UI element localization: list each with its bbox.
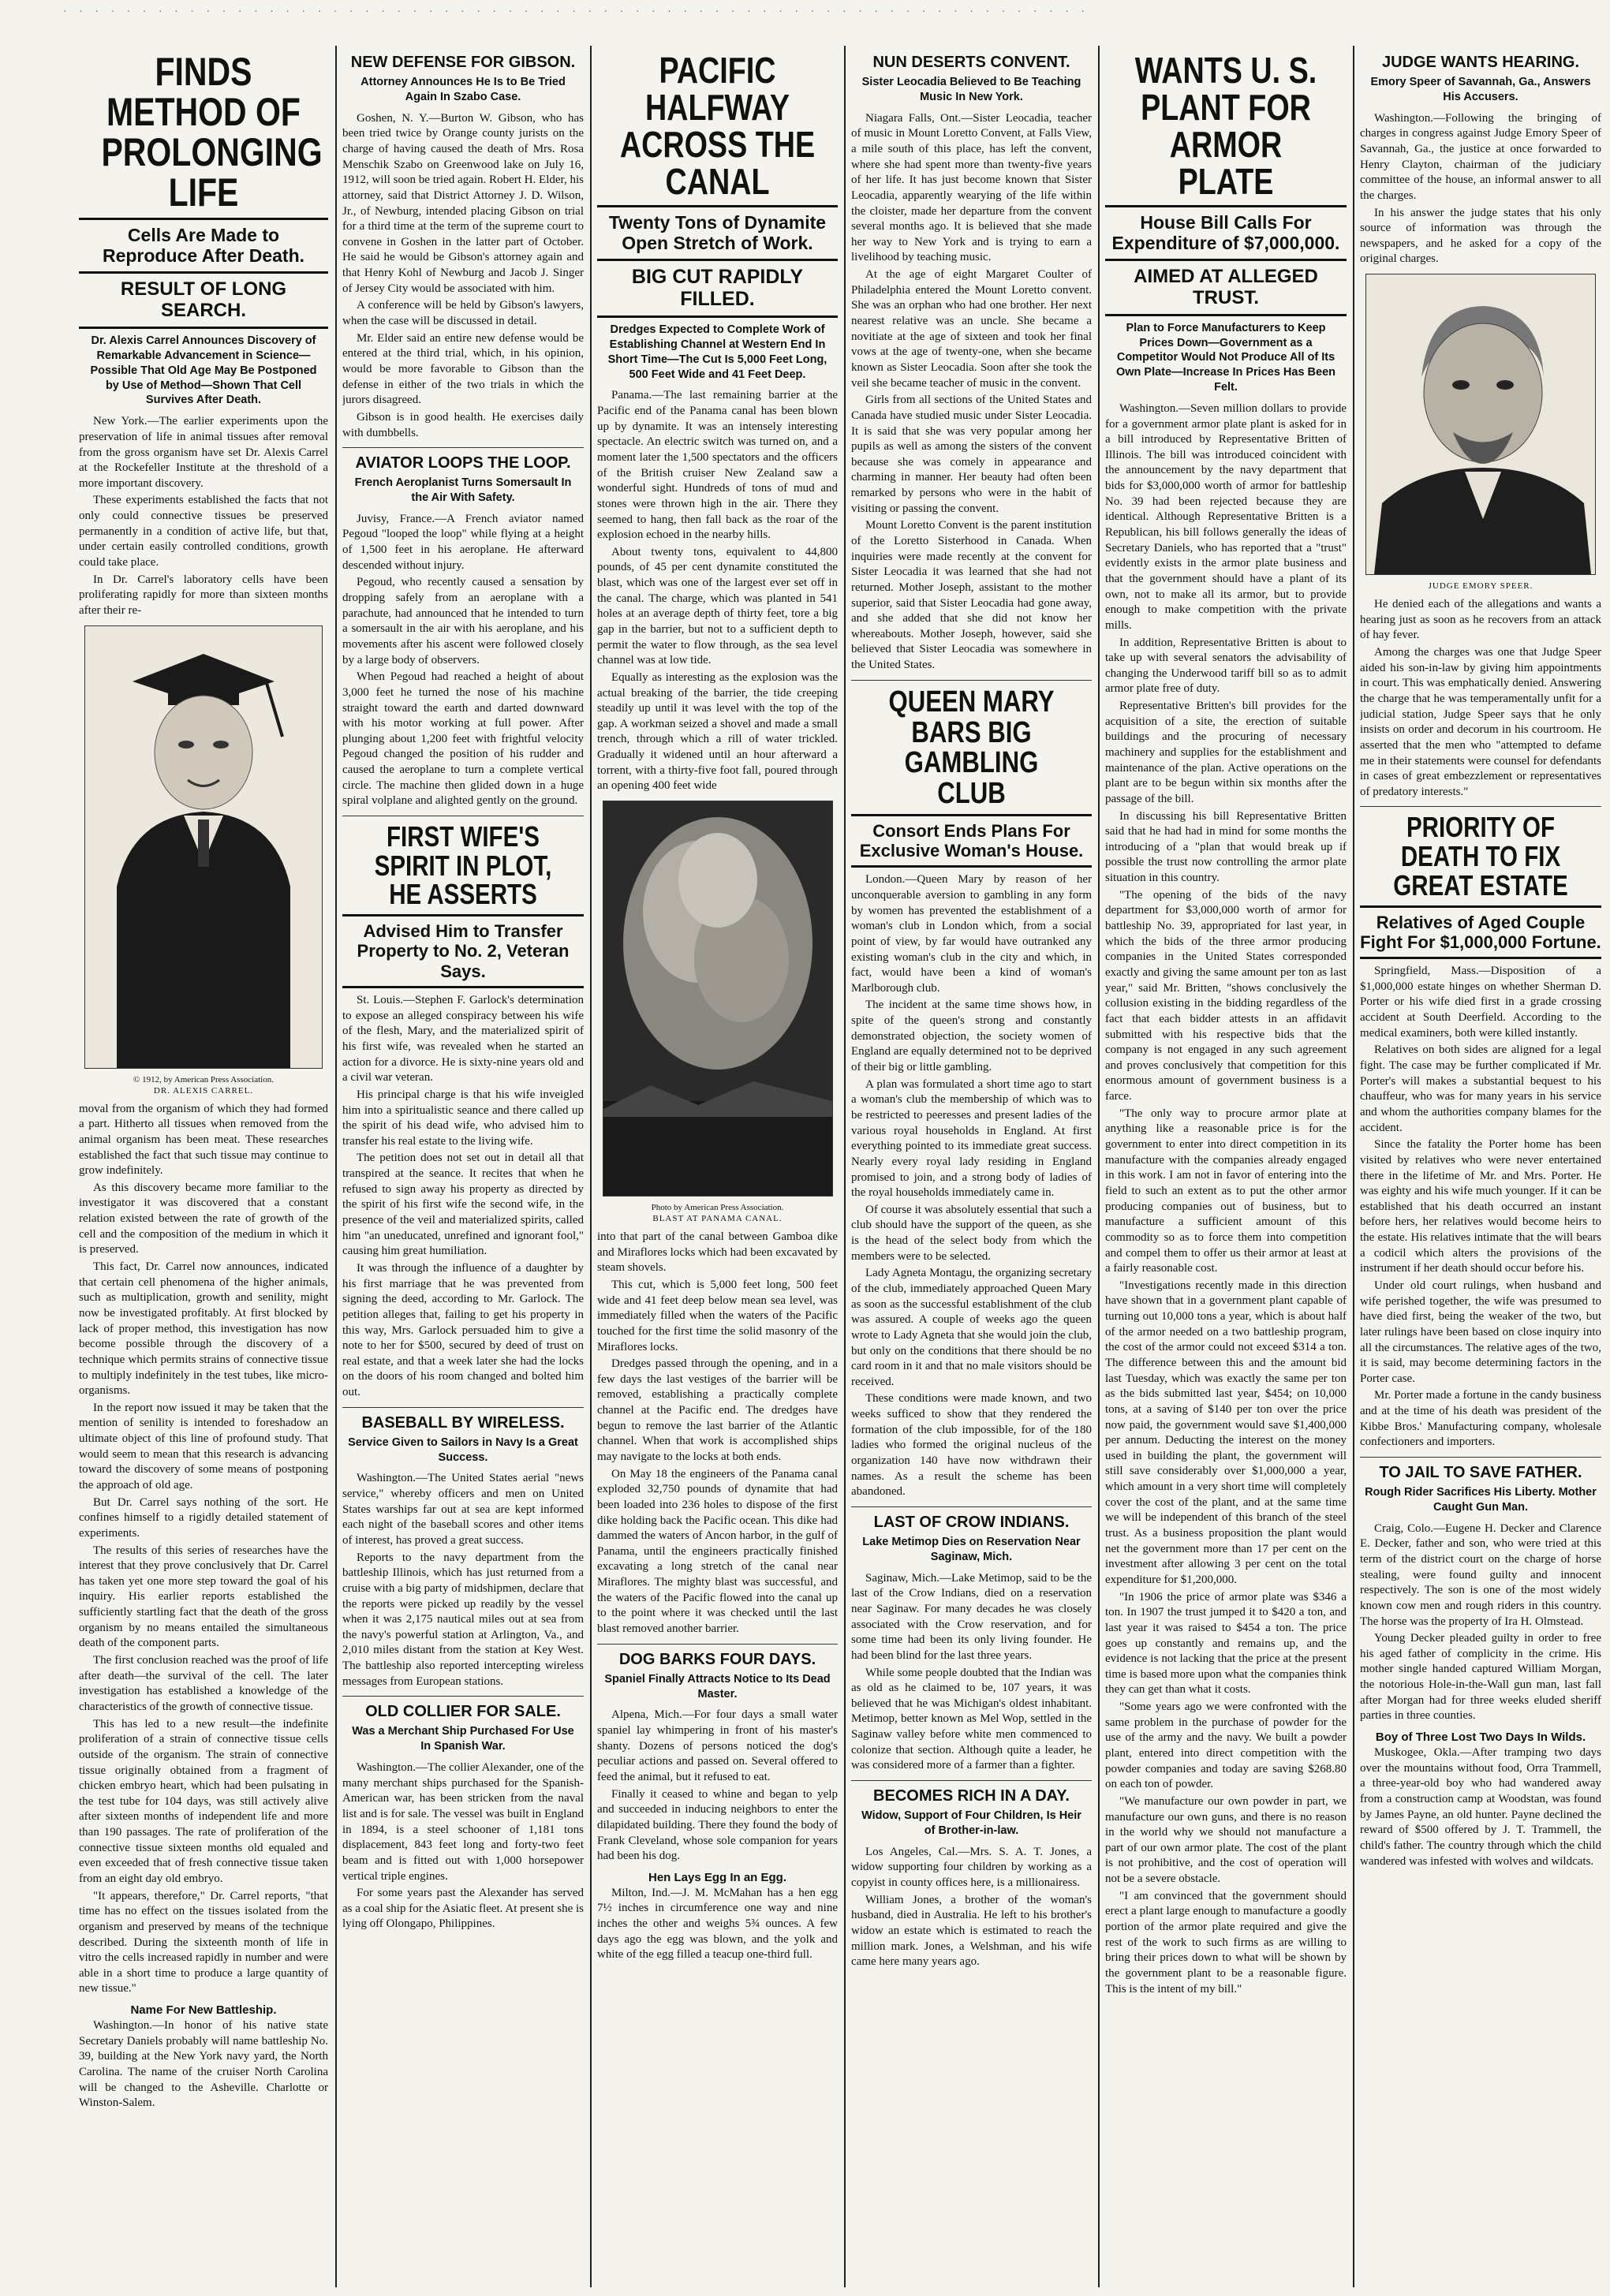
paragraph: Panama.—The last remaining barrier at the Pacific end of the Panama canal has been blown up by dynamite. It was an intensely interesting spectacle. An electric switch was turned on, and a moment later the 1,500 spectators and the officers of the British cruiser New Zealand saw a wonderful sight. Hundreds of tons of mud and stones were thrown high in the air. There they seemed to hang, then fall back as the roar of the explosion echoed in the nearby hills. (597, 389, 838, 542)
deck-dog: Spaniel Finally Attracts Notice to Its Dead Master. (604, 1672, 831, 1701)
masthead-strip: · · · · · · · · · · · · · · · · · · · · · · · · · · · · · · · · · · · · · · · · · · · · · · · · · · · · · · · · · · · · · · · · · (63, 6, 1090, 18)
column-rule (1098, 46, 1100, 2287)
photo-caption: BLAST AT PANAMA CANAL. (652, 1214, 783, 1224)
divider (342, 1407, 584, 1408)
headline-crow: LAST OF CROW INDIANS. (873, 1513, 1070, 1531)
divider (1360, 806, 1601, 807)
paragraph: When Pegoud had reached a height of about 3,000 feet he turned the nose of his machine straight toward the earth and darted downward with his motor working at full power. After plunging about 1,200 feet with frightful velocity Pegoud changed the position of his rudder and caused the aeroplane to turn a complete vertical circle. The machine then glided down in a huge spiral volplane and alighted gently on the ground. (342, 670, 584, 808)
deck-crow: Lake Metimop Dies on Reservation Near Saginaw, Mich. (862, 1535, 1081, 1563)
divider (1105, 314, 1347, 316)
subhead-canal-2: BIG CUT RAPIDLY FILLED. (631, 265, 804, 311)
paragraph: For some years past the Alexander has served as a coal ship for the Asiatic fleet. At present she is lying off Olongapo, Philippines. (342, 1887, 584, 1931)
paragraph: Gibson is in good health. He exercises daily with dumbbells. (342, 410, 584, 439)
paragraph: Washington.—Following the bringing of charges in congress against Judge Emory Speer of Savannah, Ga., the justice at once forwarded to Henry Clayton, chairman of the judiciary committee of the house, an informal answer to all the charges. (1360, 111, 1601, 202)
paragraph: Niagara Falls, Ont.—Sister Leocadia, teacher of music in Mount Loretto Convent, at Falls View, a mile south of this place, has left the convent, where she had spent more than twenty-five years of her life. It has just become known that Sister Leocadia, apparently wearying of the life within the cloister, made her departure from the convent several months ago. It is believed that she made her way to New York and is trying to earn a livelihood by teaching music. (851, 111, 1092, 264)
photo-caption: JUDGE EMORY SPEER. (1428, 581, 1533, 592)
paragraph: "I am convinced that the government should erect a plant large enough to manufacture a goodly portion of the armor plate required and give the rest of the work to such firms as are willing to bring their prices down to what will be shown by the government plant to be a reasonable figure. This is the intent of my bill." (1105, 1889, 1347, 1995)
paragraph: into that part of the canal between Gamboa dike and Miraflores locks which had been excavated by steam shovels. (597, 1230, 838, 1275)
paragraph: moval from the organism of which they had formed a part. Hitherto all tissues when removed from the animal organism has been meat. These researches established the fact that such tissue may continue to grow indefinitely. (79, 1102, 328, 1178)
headline-aviator: AVIATOR LOOPS THE LOOP. (355, 454, 571, 472)
paragraph: New York.—The earlier experiments upon the preservation of life in animal tissues after removal from the gross organism have set Dr. Alexis Carrel at the Rockefeller Institute at the threshold of a more important discovery. (79, 415, 328, 490)
headline-jail: TO JAIL TO SAVE FATHER. (1379, 1464, 1582, 1482)
paragraph: William Jones, a brother of the woman's husband, died in Australia. He left to his brother's widow an estate which is estimated to reach the million mark. Jones, a Welshman, and his wife came here many years ago. (851, 1893, 1092, 1969)
paragraph: The first conclusion reached was the proof of life after death—the survival of the cell. The later investigation has established a knowledge of the characteristics of the growth of connective tissue. (79, 1654, 328, 1713)
headline-baseball: BASEBALL BY WIRELESS. (361, 1413, 565, 1432)
column-rule (1353, 46, 1354, 2287)
paragraph: Reports to the navy department from the battleship Illinois, which has just returned from a cruise with a big party of midshipmen, declare that the reports were picked up readily by the vessel when it was 2,175 nautical miles out at sea from the navy's powerful station at Arlington, Va., and 2,010 miles distant from the station at Key West. The battleship also reported intercepting wireless messages from European stations. (342, 1551, 584, 1688)
photo-credit: Photo by American Press Association. (651, 1203, 784, 1213)
headline-nun: NUN DESERTS CONVENT. (872, 54, 1070, 71)
paragraph: Finally it ceased to whine and began to yelp and succeeded in inducing neighbors to enter the dilapidated building. There they found the body of Frank Cleveland, whose sole companion for years had been his dog. (597, 1787, 838, 1863)
paragraph: Under old court rulings, when husband and wife perished together, the wife was presumed to have died first, being the weaker of the two, but later rulings have been based on close inquiry into all the circumstances. The relative ages of the two, it is said, may become determining factors in the Porter case. (1360, 1279, 1601, 1385)
paragraph: These experiments established the facts that not only could connective tissues be preserved permanently in a condition of active life, but that, under certain easily controlled conditions, growth could take place. (79, 494, 328, 569)
deck-armor: Plan to Force Manufacturers to Keep Prices Down—Government as a Competitor Would Not Produce All of Its Own Plate—Increase In Prices Has Been Felt. (1115, 321, 1336, 394)
paragraph: Among the charges was one that Judge Speer aided his son-in-law by giving him appointments in court. This was emphatically denied. Answering the charge that he was temperamentally unfit for a judicial station, Judge Speer says that he only insists on order and decorum in his courtroom. He asserted that the men who "attempted to defame me in their statements were counsel for defendants in cases of great embezzlement or representatives of predatory interests." (1360, 646, 1601, 798)
subhead-canal-1: Twenty Tons of Dynamite Open Stretch of Work. (608, 211, 827, 254)
paragraph: The incident at the same time shows how, in spite of the queen's strong and constantly demonstrated objection, the society women of England are equally determined not to be deprived of their big or little gambling. (851, 999, 1092, 1074)
column-2 (342, 47, 584, 2287)
headline-estate: PRIORITY OF DEATH TO FIX GREAT ESTATE (1393, 811, 1568, 902)
deck-baseball: Service Given to Sailors in Navy Is a Great Success. (348, 1435, 578, 1464)
headline-spirit: FIRST WIFE'S SPIRIT IN PLOT, HE ASSERTS (374, 820, 552, 911)
divider (79, 218, 328, 220)
paragraph: Dredges passed through the opening, and in a few days the last vestiges of the barrier will be removed, establishing a practically complete channel at the Pacific end. The dredges have begun to remove the last barrier of the Atlantic channel. When that work is accomplished ships may navigate to the locks at both ends. (597, 1357, 838, 1463)
divider (597, 315, 838, 318)
paragraph: A conference will be held by Gibson's lawyers, when the case will be discussed in detail. (342, 299, 584, 328)
paragraph: Equally as interesting as the explosion was the actual breaking of the barrier, the tide creeping steadily up until it was level with the top of the gap. A workman seized a shovel and made a small trench, through which a rill of water trickled. Gradually it widened until an hour afterward a torrent, with a thirty-five foot fall, poured through an opening 400 feet wide (597, 670, 838, 793)
divider (851, 865, 1092, 868)
column-6 (1360, 47, 1601, 2287)
divider (1360, 905, 1601, 908)
headline-collier: OLD COLLIER FOR SALE. (365, 1703, 561, 1721)
subhead-estate: Relatives of Aged Couple Fight For $1,000,000 Fortune. (1360, 912, 1601, 952)
deck-jail: Rough Rider Sacrifices His Liberty. Mother Caught Gun Man. (1365, 1486, 1597, 1514)
photo-credit: © 1912, by American Press Association. (133, 1074, 274, 1085)
paragraph: The petition does not set out in detail all that transpired at the seance. It recites that when he refused to sign away his property as directed by the spirit of his first wife the second wife, in the presence of the veil and materialized spirits, called him "an uneducated, unrefined and ignorant fool," causing him great humiliation. (342, 1152, 584, 1258)
paragraph: Pegoud, who recently caused a sensation by dropping safely from an aeroplane with a parachute, had announced that he intended to turn a somersault in the air with his aeroplane, and his movements after his ascent were followed closely by a large body of observers. (342, 576, 584, 666)
paragraph: A plan was formulated a short time ago to start a woman's club the membership of which was to be restricted to peeresses and present ladies of the various royal households in England. At first everything pointed to its immediate great success. Nearly every royal lady residing in England promised to join, and a strong body of ladies of the royal households immediately came in. (851, 1077, 1092, 1200)
paragraph: Springfield, Mass.—Disposition of a $1,000,000 estate hinges on whether Sherman D. Porter or his wife died first in a grade crossing accident at South Deerfield. According to the medical examiners, both were killed instantly. (1360, 965, 1601, 1040)
paragraph: Saginaw, Mich.—Lake Metimop, said to be the last of the Crow Indians, died on a reservation near Saginaw. For many decades he was closely associated with the Crow reservation, and for some time had been its only living founder. He had been blind for the last three years. (851, 1571, 1092, 1662)
paragraph: As this discovery became more familiar to the investigator it was discovered that a constant relation existed between the rate of growth of the cell and the composition of the medium in which it is preserved. (79, 1181, 328, 1256)
portrait-photo-carrel (84, 625, 323, 1069)
deck-gibson: Attorney Announces He Is to Be Tried Again In Szabo Case. (360, 76, 566, 103)
subhead-boy-lost: Boy of Three Lost Two Days In Wilds. (1375, 1730, 1586, 1745)
divider (851, 1780, 1092, 1781)
divider (79, 271, 328, 274)
divider (342, 914, 584, 917)
column-3 (597, 47, 838, 2287)
paragraph: "The opening of the bids of the navy department for $3,000,000 worth of armor for battleship No. 39, appropriated for last year, in which the bids of the three armor producing companies in the United States corresponded exactly and giving the same amount per ton as last year," said Mr. Britten, "shows conclusively the collusion existing in the bidding regardless of the fact that each bidder attests in an affidavit submitted with his respective bids that the company is not engaged in any such agreement and proves conclusively that competition for this enormous amount of government business is a farce. (1105, 888, 1347, 1103)
speer-illustration (1366, 274, 1595, 574)
paragraph: In his answer the judge states that his only source of information was through the newspapers, and he asked for a copy of the original charges. (1360, 206, 1601, 266)
paragraph: Alpena, Mich.—For four days a small water spaniel lay whimpering in front of his master's shanty. Dozens of persons noticed the dog's peculiar actions and passed on. Several offered to feed the animal, but it refused to eat. (597, 1708, 838, 1783)
paragraph: This has led to a new result—the indefinite proliferation of a strain of connective tissue cells outside of the organism. The strain of connective tissue originally obtained from a fragment of chicken embryo heart, which had been pulsating in the test tube for 104 days, was still actively alive after sixteen months of independent life and more than 190 passages. The rate of proliferation of the connective tissue sixteen months old equaled and even exceeded that of fresh connective tissue taken from an eight day old embryo. (79, 1717, 328, 1885)
paragraph: Mr. Porter made a fortune in the candy business and at the time of his death was president of the Kibbe Bros.' Manufacturing company, wholesale confectioners and importers. (1360, 1389, 1601, 1449)
subhead-spirit: Advised Him to Transfer Property to No. 2, Veteran Says. (357, 921, 570, 981)
column-1 (79, 47, 328, 2287)
canal-blast-photo (603, 801, 833, 1197)
divider (1360, 957, 1601, 959)
paragraph: At the age of eight Margaret Coulter of Philadelphia entered the Mount Loretto convent. She was an orphan who had one brother. Her next nearest relative was an uncle. She became a novitiate at the age of sixteen and took her final vows at the age of twenty-one, when she became known as Sister Leocadia. Soon after she took the veil she became teacher of music in the convent. (851, 268, 1092, 390)
column-4 (851, 47, 1092, 2287)
paragraph: These conditions were made known, and two weeks sufficed to show that they rendered the formation of the club impossible, for of the 180 ladies who formed the original nucleus of the organization 140 have now withdrawn their names. As a result the scheme has been abandoned. (851, 1392, 1092, 1499)
paragraph: Representative Britten's bill provides for the acquisition of a site, the erection of suitable buildings and the procuring of necessary machinery and supplies for the establishment and maintenance of the plan. Active operations on the plant are to be begun within six months after the passage of the bill. (1105, 700, 1347, 805)
headline-canal: PACIFIC HALFWAY ACROSS THE CANAL (619, 50, 816, 202)
paragraph: This fact, Dr. Carrel now announces, indicated that certain cell phenomena of the higher animals, such as multiplication, growth and senility, might now be investigated profitably. At first blocked by lack of proper method, this investigation has now become possible through the discovery of a technique which permits strains of connective tissue to multiply indefinitely in the test tubes, like micro-organisms. (79, 1260, 328, 1398)
headline-gibson: NEW DEFENSE FOR GIBSON. (350, 54, 576, 71)
divider (597, 259, 838, 261)
divider (1105, 259, 1347, 261)
paragraph: In the report now issued it may be taken that the mention of senility is intended to foreshadow an ultimate object of this line of profound study. That would seem to mean that this research is advancing toward the discovery of some means of postponing the approach of old age. (79, 1401, 328, 1491)
headline-queen: QUEEN MARY BARS BIG GAMBLING CLUB (888, 685, 1055, 810)
paragraph: London.—Queen Mary by reason of her unconquerable aversion to gambling in any form by women has prevented the establishment of a woman's club in London which, from a social point of view, by far would have outranked any existing woman's club in the city and which, in fact, would have been a kind of woman's Marlborough club. (851, 873, 1092, 995)
divider (1105, 205, 1347, 207)
paragraph: Lady Agneta Montagu, the organizing secretary of the club, immediately approached Queen Mary as soon as the successful establishment of the club was assured. A couple of weeks ago the queen wrote to Lady Agneta that she would join the club, but only on the conditions that there should be no card room in it and that no male visitors should be received. (851, 1267, 1092, 1388)
deck-aviator: French Aeroplanist Turns Somersault In the Air With Safety. (354, 476, 572, 504)
paragraph: About twenty tons, equivalent to 44,800 pounds, of 45 per cent dynamite constituted the blast, which was one of the largest ever set off in the canal. The charge, which was planted in 541 holes at an average depth of thirty feet, tore a big gap in the barrier, but not to a sufficient depth to permit the water to flow through, as the sea level channel was at low tide. (597, 545, 838, 667)
divider (342, 1696, 584, 1697)
divider (851, 814, 1092, 816)
subhead-battleship: Name For New Battleship. (130, 2003, 277, 2018)
divider (851, 1506, 1092, 1507)
paragraph: Milton, Ind.—J. M. McMahan has a hen egg 7½ inches in circumference one way and nine inches the other and weighs 5¾ ounces. A few days ago the egg was blown, and the yolk and white of the egg filled a teacup one-third full. (597, 1886, 838, 1962)
paragraph: On May 18 the engineers of the Panama canal exploded 32,750 pounds of dynamite that had been loaded into 236 holes to dispose of the first dike holding back the Pacific ocean. This dike had dammed the waters of Ancon harbor, in the gulf of Panama, until the engineers practically finished excavating a long stretch of the canal near Miraflores. The mighty blast was successful, and the waters of the Pacific flowed into the canal up to the point where it was checked until the last blast removed another barrier. (597, 1467, 838, 1636)
paragraph: Washington.—Seven million dollars to provide for a government armor plate plant is asked for in a bill introduced by Representative Britten of Illinois. The bill was introduced coincident with the announcement by the navy department that bids for $3,000,000 worth of armor for battleship No. 39 had been rejected because they are identical. Although Representative Britten is a Republican, his bill follows generally the ideas of Secretary Daniels, who has reported that a "trust" evidently exists in the armor plate business and that the government should have a plant of its own, not to make all its armor, but to provide enough to make competition with the private mills. (1105, 401, 1347, 632)
paragraph: The results of this series of researches have the interest that they prove conclusively that Dr. Carrel has taken yet one more step toward the goal of his inquiry. His earlier reports established the sufficiently startling fact that the death of the gross organism by no means entailed the simultaneous death of the component parts. (79, 1544, 328, 1650)
subhead-carrel-1: Cells Are Made to Reproduce After Death. (102, 225, 305, 267)
subhead-queen: Consort Ends Plans For Exclusive Woman's House. (859, 820, 1084, 861)
subhead-hen: Hen Lays Egg In an Egg. (648, 1870, 787, 1884)
headline-carrel: FINDS METHOD OF PROLONGING LIFE (101, 50, 323, 215)
photo-caption: DR. ALEXIS CARREL. (153, 1085, 254, 1096)
paragraph: Juvisy, France.—A French aviator named Pegoud "looped the loop" while flying at a height of 1,500 feet in his aeroplane. He afterward descended without injury. (342, 512, 584, 572)
paragraph: "In 1906 the price of armor plate was $346 a ton. In 1907 the trust jumped it to $420 a ton, and last year it was raised to $454 a ton. The price goes up constantly and remains up, and the evidence is not lacking that the price at the present time is based more upon what the companies think they can get than what it costs. (1105, 1590, 1347, 1697)
paragraph: Young Decker pleaded guilty in order to free his aged father of complicity in the crime. His mother single handed captured William Morgan, the notorious Hole-in-the-Wall gun man, last fall after Morgan had for three weeks eluded sheriff parties in three counties. (1360, 1632, 1601, 1723)
deck-nun: Sister Leocadia Believed to Be Teaching Music In New York. (861, 76, 1081, 103)
headline-armor: WANTS U. S. PLANT FOR ARMOR PLATE (1134, 50, 1317, 202)
paragraph: But Dr. Carrel says nothing of the sort. He confines himself to a rigidly detailed statement of experiments. (79, 1495, 328, 1540)
paragraph: While some people doubted that the Indian was as old as he claimed to be, 107 years, it was believed that he was Michigan's oldest inhabitant. Metimop, better known as Mel Wop, settled in the Saginaw valley before white men commenced to colonize that section. Although quite a leader, he was considered more of a farmer than a fighter. (851, 1666, 1092, 1772)
paragraph: Craig, Colo.—Eugene H. Decker and Clarence E. Decker, father and son, who were tried at this term of the district court on the charge of horse stealing, were found guilty and innocent respectively. The son is one of the most widely known cow men and rough riders in this country. The horse was the property of Ira H. Olmstead. (1360, 1521, 1601, 1628)
paragraph: Since the fatality the Porter home has been visited by relatives who were never entertained there in the lifetime of Mr. and Mrs. Porter. He was eighty and his wife much younger. If it can be established that his death occurred an instant before hers, her relatives would become heirs to the estate. His relatives intimate that the will bears a codicil which alters the provisions of the instrument if her death should occur before his. (1360, 1138, 1601, 1275)
paragraph: Relatives on both sides are aligned for a legal fight. The case may be further complicated if Mr. Porter's will makes a substantial bequest to his chauffeur, who was for many years in his service and whom the authorities company blames for the accident. (1360, 1043, 1601, 1134)
paragraph: "Investigations recently made in this direction have shown that in a government plant capable of turning out 10,000 tons a year, which is about half of the armor needed on a two battleship program, the cost of the armor could not exceed $314 a ton. The difference between this and the amount bid last Tuesday, which was exactly the same per ton as the bids submitted last year, $454; on 10,000 tons, at a saving of $140 per ton over the price now paid, the government would save $1,400,000 per annum. Deducting the interest on the money used in building the plant, the government will still save considerably over $1,000,000 a year, which amount in a very short time will completely cover the cost of the plant, and at the same time we will be independent of this branch of the steel trust. As a business proposition the plant would net the government more than 17 per cent on the investment after allowing 3 per cent on the total expenditure for $1,200,000. (1105, 1279, 1347, 1586)
column-rule (844, 46, 846, 2287)
portrait-illustration (85, 626, 322, 1068)
deck-canal: Dredges Expected to Complete Work of Establishing Channel at Western End In Short Time—The Cut Is 5,000 Feet Long, 500 Feet Wide and 41 Feet Deep. (607, 323, 827, 381)
paragraph: Mr. Elder said an entire new defense would be entered at the third trial, which, in his opinion, would be more favorable to Gibson than the defense in either of the two trials in which the jurors disagreed. (342, 331, 584, 407)
paragraph: "Some years ago we were confronted with the same problem in the purchase of powder for the use of the army and the navy. We built a powder plant, entered into direct competition with the powder companies and today are saving $268.80 on each ton of powder. (1105, 1701, 1347, 1791)
paragraph: His principal charge is that his wife inveigled him into a spiritualistic seance and there called up the spirit of his dead wife, who advised him to transfer his real estate to the living wife. (342, 1088, 584, 1148)
paragraph: In Dr. Carrel's laboratory cells have been proliferating rapidly for more than sixteen months after their re- (79, 573, 328, 617)
paragraph: Muskogee, Okla.—After tramping two days over the mountains without food, Orra Trammell, a three-year-old boy who had wandered away from a construction camp at Woodstan, was found by James Payne, an old hunter. Payne declined the reward of $500 offered by J. T. Trammell, the child's father. The country through which the child wandered was infested with wolves and wildcats. (1360, 1746, 1601, 1868)
portrait-photo-speer (1365, 274, 1596, 575)
paragraph: "The only way to procure armor plate at anything like a reasonable price is for the government to enter into direct competition in its manufacture with the companies already engaged in this work. I am not in favor of entering into the field to such an extent as to put the other armor producing companies out of business, but to manufacture a sufficient amount of this commodity so as to force them into competition and compel them to offer us their armor at least at a fairly reasonable cost. (1105, 1107, 1347, 1275)
deck-carrel: Dr. Alexis Carrel Announces Discovery of Remarkable Advancement in Science—Possible That Old Age May Be Postponed by Use of Method—Shown That Cell Survives After Death. (90, 334, 317, 407)
paragraph: "We manufacture our own powder in part, we manufacture our own guns, and there is no reason in the world why we should not manufacture a part of our own armor plate. The cost of the plant is not prohibitive, and the cost of operation will not be a severe obstacle. (1105, 1794, 1347, 1886)
paragraph: Washington.—In honor of his native state Secretary Daniels probably will name battleship No. 39, building at the New York navy yard, the North Carolina. The name of the cruiser North Carolina will be changed to the Asheville. Charlotte or Winston-Salem. (79, 2019, 328, 2110)
headline-judge: JUDGE WANTS HEARING. (1381, 54, 1580, 71)
paragraph: St. Louis.—Stephen F. Garlock's determination to expose an alleged conspiracy between his wife of the flesh, Mary, and the materialized spirit of his first wife, was revealed when he started an action for a divorce. He is sixty-nine years old and a civil war veteran. (342, 994, 584, 1085)
deck-collier: Was a Merchant Ship Purchased For Use In Spanish War. (352, 1725, 574, 1753)
paragraph: Of course it was absolutely essential that such a club should have the support of the queen, as she is the head of the select body from which the members were to be selected. (851, 1203, 1092, 1263)
deck-rich: Widow, Support of Four Children, Is Heir of Brother-in-law. (861, 1809, 1081, 1837)
divider (342, 986, 584, 988)
divider (597, 1644, 838, 1645)
subhead-carrel-2: RESULT OF LONG SEARCH. (120, 278, 287, 322)
paragraph: In addition, Representative Britten is about to take up with several senators the advisability of changing the Underwood tariff bill so as to admit armor plate free of duty. (1105, 636, 1347, 696)
divider (597, 205, 838, 207)
paragraph: Los Angeles, Cal.—Mrs. S. A. T. Jones, a widow supporting four children by working as a copyist in county offices here, is a millionairess. (851, 1845, 1092, 1889)
blast-illustration (603, 801, 832, 1196)
paragraph: Mount Loretto Convent is the parent institution of the Loretto Sisterhood in Canada. When inquiries were made recently at the convent for Sister Leocadia it was learned that she had not returned. Mother Joseph, assistant to the mother superior, said that Sister Leocadia had gone away, and she added that she did not know her whereabouts. Mother Joseph, however, said she believed that Sister Leocadia was somewhere in the United States. (851, 519, 1092, 672)
divider (79, 327, 328, 329)
headline-dog: DOG BARKS FOUR DAYS. (618, 1650, 816, 1668)
divider (342, 447, 584, 448)
paragraph: He denied each of the allegations and wants a hearing just as soon as he recovers from an attack of hay fever. (1360, 598, 1601, 642)
divider (1360, 1457, 1601, 1458)
subhead-armor-1: House Bill Calls For Expenditure of $7,000,000. (1111, 211, 1340, 254)
paragraph: In discussing his bill Representative Britten said that he had had in mind for some months the introducing of a "plan that would break up if possible the trust now controlling the armor plate situation in this country. (1105, 809, 1347, 885)
paragraph: This cut, which is 5,000 feet long, 500 feet wide and 41 feet deep below mean sea level, was immediately filled when the waters of the Pacific touched for the first time the solid masonry of the Miraflores locks. (597, 1278, 838, 1353)
paragraph: Washington.—The collier Alexander, one of the many merchant ships purchased for the Spanish-American war, has been stricken from the naval list and is for sale. The vessel was built in England in 1894, is a steel schooner of 1,181 tons displacement, 843 feet long and forty-two feet beam and is fitted out with 1,000 horsepower vertical triple engines. (342, 1761, 584, 1883)
paragraph: Washington.—The United States aerial "news service," whereby officers and men on United States warships far out at sea are kept informed each night of the baseball scores and other items of interest, has proved a great success. (342, 1472, 584, 1547)
paragraph: Goshen, N. Y.—Burton W. Gibson, who has been tried twice by Orange county jurists on the charge of having caused the death of Mrs. Rosa Menschik Szabo on Greenwood lake on July 16, 1912, will soon be tried again. Robert H. Elder, his attorney, said that District Attorney J. D. Wilson, Jr., of Newburg, intended placing Gibson on trial for a third time at the term of the supreme court to convene in Goshen in the latter part of October. He said he would be Gibson's attorney again and that Henry Kohl of Newburg and Jacob J. Singer of Jersey City would be associated with him. (342, 111, 584, 295)
column-rule (335, 46, 337, 2287)
divider (851, 680, 1092, 681)
subhead-armor-2: AIMED AT ALLEGED TRUST. (1134, 265, 1318, 309)
column-rule (590, 46, 592, 2287)
paragraph: Girls from all sections of the United States and Canada have studied music under Sister Leocadia. It is said that she was very popular among her pupils as well as among the sisters of the convent because she was comely in appearance and charming in manner. Her beauty had often been remarked by persons who were in the habit of visiting or passing the convent. (851, 394, 1092, 515)
headline-rich: BECOMES RICH IN A DAY. (873, 1786, 1070, 1805)
column-5 (1105, 47, 1347, 2287)
paragraph: It was through the influence of a daughter by his first marriage that he was prevented from signing the deed, according to Mr. Garlock. The petition alleges that, failing to get his property in this way, Mrs. Garlock persuaded him to give a note to her for $500, secured by deed of trust on real estate, and that a week later she had the locks on the doors of his room changed and bolted him out. (342, 1261, 584, 1399)
paragraph: "It appears, therefore," Dr. Carrel reports, "that time has no effect on the tissues isolated from the organism and preserved by means of the technique described. During the sixteenth month of life in vitro the cells increased rapidly in number and were able in a short time to produce a large quantity of new tissue." (79, 1889, 328, 1995)
deck-judge: Emory Speer of Savannah, Ga., Answers His Accusers. (1370, 76, 1591, 103)
